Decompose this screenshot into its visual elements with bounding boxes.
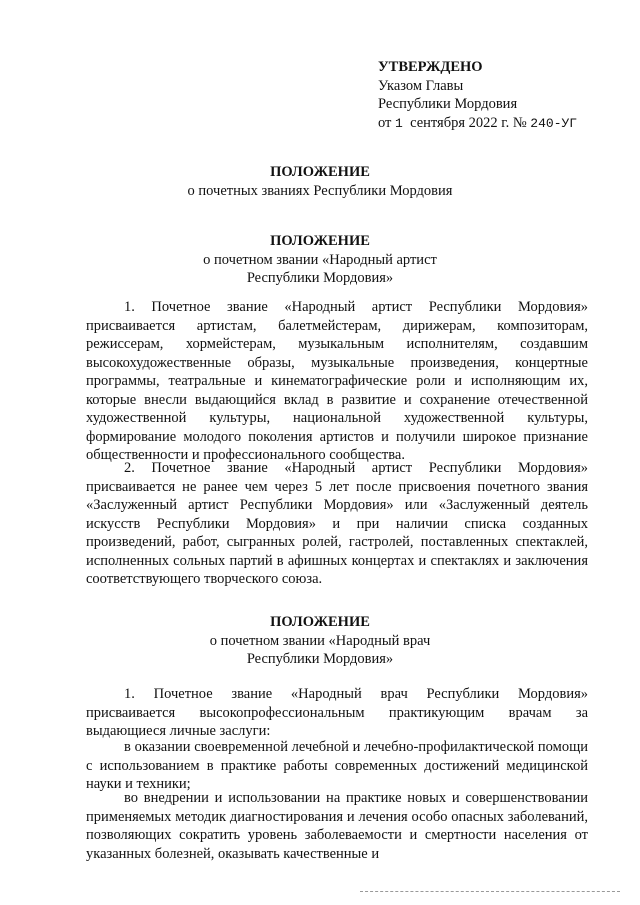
section2-paragraph-1: 1. Почетное звание «Народный врач Республики Мордовия» присваивается высокопрофессиональным практикующим врачам за выдающиеся личные заслуги: bbox=[86, 686, 588, 739]
section2-title-block bbox=[0, 613, 640, 669]
section1-paragraph-2: 2. Почетное звание «Народный артист Республики Мордовия» присваивается не ранее чем через 5 лет после присвоения почетного звания «Заслуженный артист Республики Мордовия» или «Заслуженный деятель искусств Республики Мордовия» и при наличии списка созданных произведений, работ, сыгранных ролей, гастролей, поставленных спектаклей, исполненных сольных партий в афишных концертах и спектаклях и заключения соответствующего творческого союза. bbox=[86, 460, 588, 587]
section1-title-block bbox=[0, 232, 640, 288]
section2-paragraph-3: во внедрении и использовании на практике новых и совершенствовании применяемых методик диагностирования и лечения особо опасных заболеваний, позволяющих сократить уровень заболеваемости и смертности населения от указанных болезней, оказывать качественные и bbox=[86, 790, 588, 862]
section2-paragraph-2: в оказании своевременной лечебной и лечебно-профилактической помощи с использованием в практике работы современных достижений медицинской науки и техники; bbox=[86, 739, 588, 792]
approval-line-2: Республики Мордовия bbox=[378, 96, 518, 112]
section2-subtitle-line-2: Республики Мордовия» bbox=[246, 651, 394, 667]
section1-subtitle-line-2: Республики Мордовия» bbox=[246, 270, 394, 286]
section2-subtitle-line-1: о почетном звании «Народный врач bbox=[209, 632, 431, 649]
date-day: 1 bbox=[395, 115, 403, 131]
main-title: ПОЛОЖЕНИЕ bbox=[270, 164, 370, 180]
approval-line-1: Указом Главы bbox=[378, 77, 464, 94]
date-prefix: от bbox=[378, 114, 392, 131]
section1-paragraph-1: 1. Почетное звание «Народный артист Республики Мордовия» присваивается артистам, балетмейстерам, дирижерам, композиторам, режиссерам, хормейстерам, музыкальным исполнителям, создавшим высокохудожественные образы, музыкальные произведения, концертные программы, театральные и кинематографические роли и исполняющим их, которые внесли выдающийся вклад в развитие и сохранение отечественной художественной культуры, национальной художественной культуры, формирование молодого поколения артистов и получили широкое признание общественности и профессионального сообщества. bbox=[86, 299, 588, 463]
main-subtitle: о почетных званиях Республики Мордовия bbox=[187, 182, 453, 199]
approval-date-line bbox=[378, 114, 577, 134]
date-rest: сентября 2022 г. № bbox=[410, 114, 527, 131]
main-title-block bbox=[0, 163, 640, 200]
scan-artifact-line bbox=[360, 891, 620, 893]
section2-title: ПОЛОЖЕНИЕ bbox=[270, 614, 370, 630]
decree-number: 240-УГ bbox=[530, 115, 578, 131]
approval-heading: УТВЕРЖДЕНО bbox=[378, 59, 483, 75]
section1-title: ПОЛОЖЕНИЕ bbox=[270, 233, 370, 249]
approval-block bbox=[378, 58, 577, 133]
section1-subtitle-line-1: о почетном звании «Народный артист bbox=[203, 251, 437, 268]
